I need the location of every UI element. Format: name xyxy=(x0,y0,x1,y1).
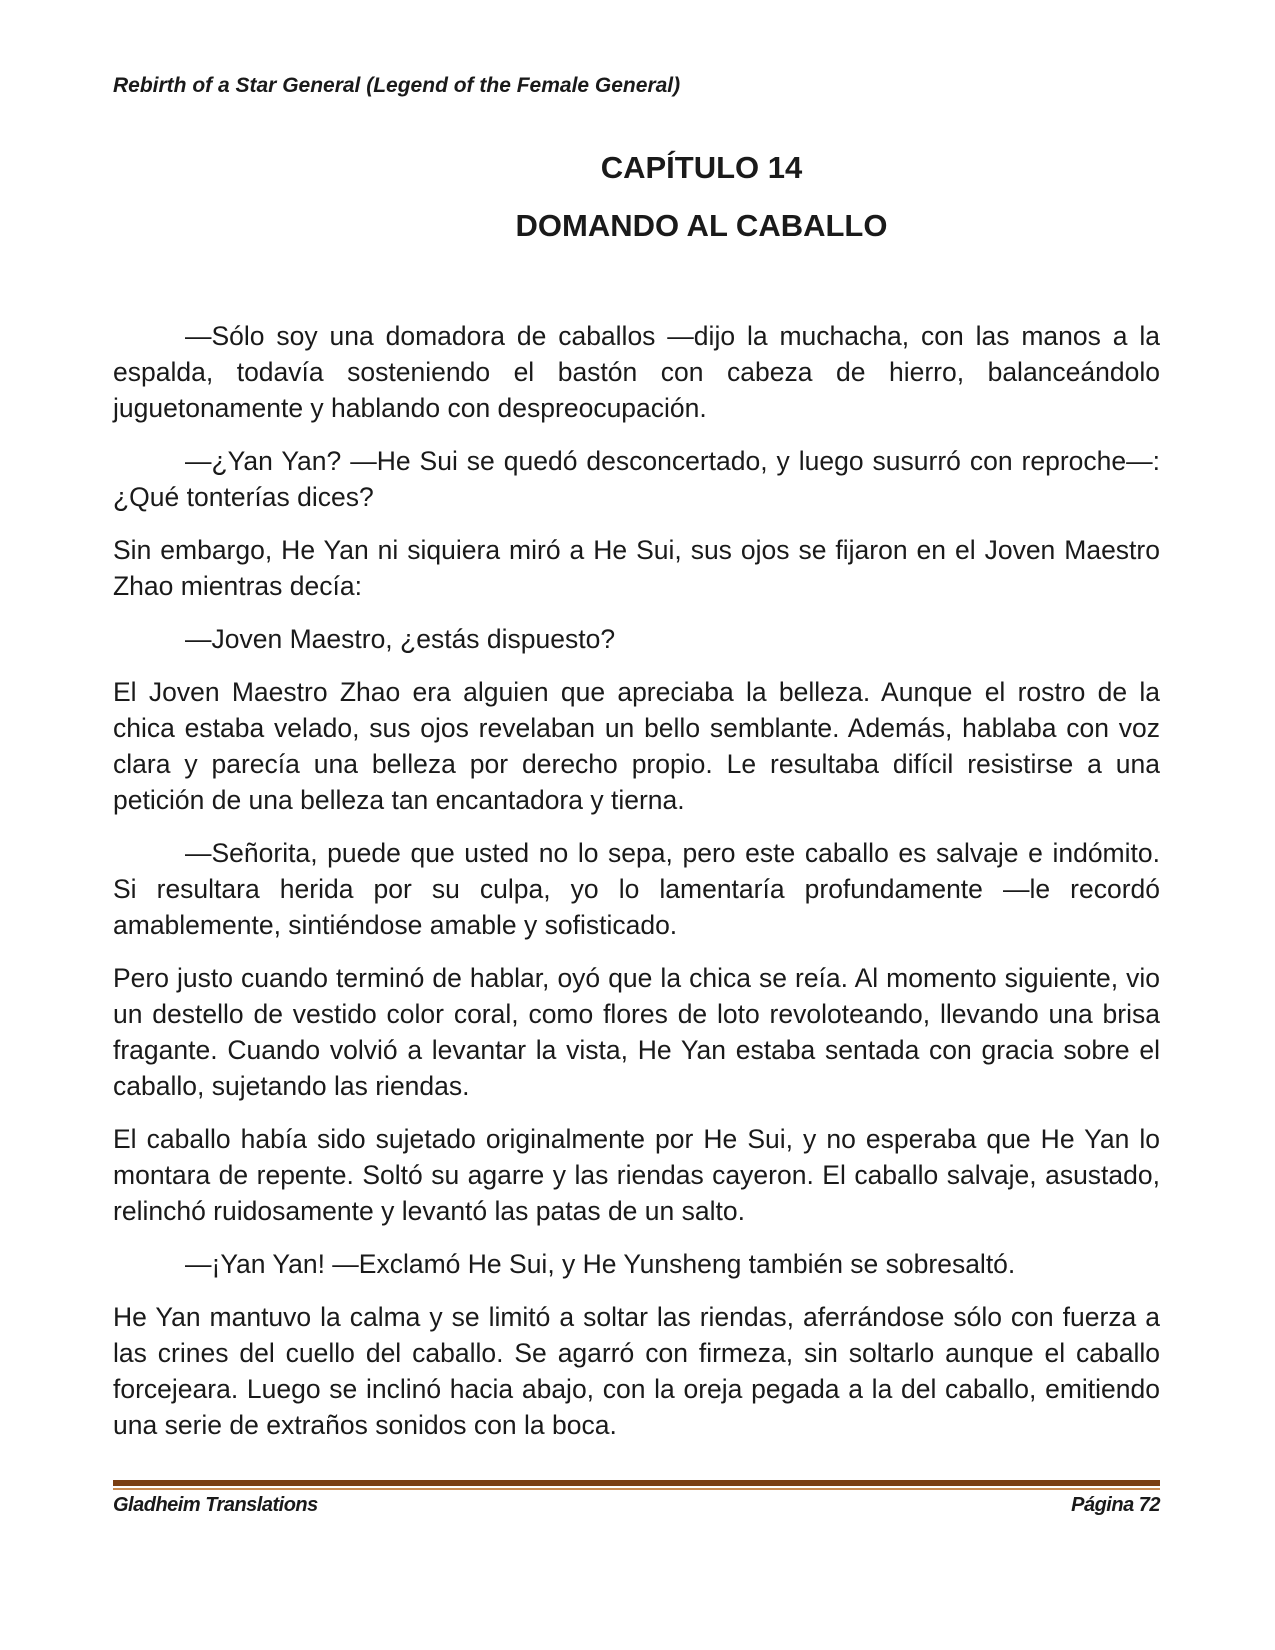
paragraph: —¿Yan Yan? —He Sui se quedó desconcertado, y luego susurró con reproche—: ¿Qué tonterías dices? xyxy=(113,446,1160,512)
paragraph: He Yan mantuvo la calma y se limitó a soltar las riendas, aferrándose sólo con fuerza a las crines del cuello del caballo. Se agarró con firmeza, sin soltarlo aunque el caballo forcejeara. Luego se inclinó hacia abajo, con la oreja pegada a la del caballo, emitiendo una serie de extraños sonidos con la boca. xyxy=(113,1302,1160,1440)
paragraph: —¡Yan Yan! —Exclamó He Sui, y He Yunsheng también se sobresaltó. xyxy=(185,1249,1016,1279)
paragraph: —Señorita, puede que usted no lo sepa, pero este caballo es salvaje e indómito. Si resultara herida por su culpa, yo lo lamentaría profundamente —le recordó amablemente, sintiéndose amable y sofisticado. xyxy=(113,838,1160,940)
chapter-number: CAPÍTULO 14 xyxy=(600,150,803,185)
footer-rule-thin xyxy=(113,1488,1160,1490)
footer-rule xyxy=(113,1480,1160,1486)
page-number: Página 72 xyxy=(1071,1494,1160,1516)
chapter-body xyxy=(113,318,1160,1460)
paragraph: Sin embargo, He Yan ni siquiera miró a He Sui, sus ojos se fijaron en el Joven Maestro Zhao mientras decía: xyxy=(113,535,1160,601)
footer-publisher: Gladheim Translations xyxy=(113,1494,318,1516)
paragraph: El caballo había sido sujetado originalmente por He Sui, y no esperaba que He Yan lo montara de repente. Soltó su agarre y las riendas cayeron. El caballo salvaje, asustado, relinchó ruidosamente y levantó las patas de un salto. xyxy=(113,1124,1160,1226)
paragraph: Pero justo cuando terminó de hablar, oyó que la chica se reía. Al momento siguiente, vio un destello de vestido color coral, como flores de loto revoloteando, llevando una brisa fragante. Cuando volvió a levantar la vista, He Yan estaba sentada con gracia sobre el caballo, sujetando las riendas. xyxy=(113,963,1160,1101)
paragraph: —Sólo soy una domadora de caballos —dijo la muchacha, con las manos a la espalda, todavía sosteniendo el bastón con cabeza de hierro, balanceándolo juguetonamente y hablando con despreocupación. xyxy=(113,321,1160,423)
paragraph: El Joven Maestro Zhao era alguien que apreciaba la belleza. Aunque el rostro de la chica estaba velado, sus ojos revelaban un bello semblante. Además, hablaba con voz clara y parecía una belleza por derecho propio. Le resultaba difícil resistirse a una petición de una belleza tan encantadora y tierna. xyxy=(113,677,1160,815)
paragraph: —Joven Maestro, ¿estás dispuesto? xyxy=(185,624,616,654)
chapter-title: DOMANDO AL CABALLO xyxy=(515,208,888,243)
running-header: Rebirth of a Star General (Legend of the Female General) xyxy=(113,74,681,97)
